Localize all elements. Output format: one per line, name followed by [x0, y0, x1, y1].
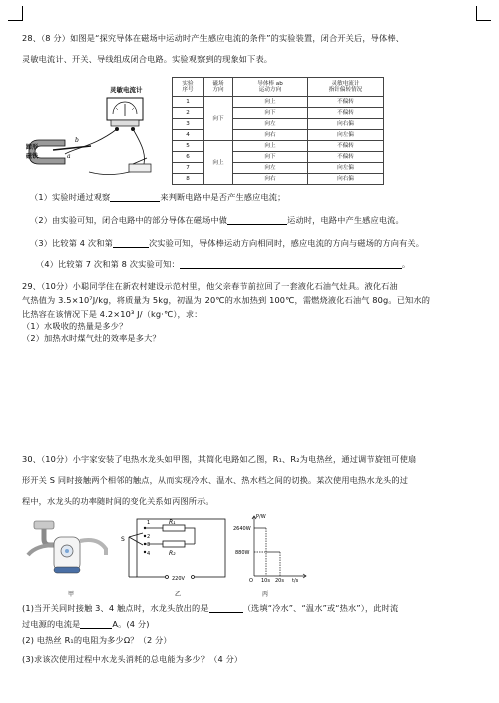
fan-switch-s: [129, 533, 143, 537]
q28-sub-1: （1）实验时通过观察 来判断电路中是否产生感应电流；: [30, 192, 286, 202]
circuit-diagram: [117, 515, 229, 583]
header-trial: 实验 序号: [173, 78, 204, 97]
table-row: 1 向下 向上 不偏转: [173, 97, 384, 108]
tick-10s: 10s: [261, 578, 270, 584]
header-motion: 导体棒 ab 运动方向: [233, 78, 308, 97]
table-row: 3 向左 向右偏: [173, 119, 384, 130]
svg-text:3: 3: [147, 542, 151, 548]
switch: [129, 164, 151, 172]
field-down-cell: 向下: [204, 97, 233, 141]
galvanometer-label: 灵敏电流计: [110, 86, 143, 94]
q28-line-1: 28、（8 分）如图是“探究导体在磁场中运动时产生感应电流的条件”的实验装置，闭合开关后，导体棒、: [22, 33, 405, 43]
y-axis-label: P/W: [256, 514, 266, 520]
q29-sub-1: （1）水吸收的热量是多少？: [22, 321, 128, 331]
label-a: a: [67, 153, 71, 160]
table-header-row: [173, 78, 384, 97]
caption-yi: 乙: [175, 591, 182, 598]
table-row: 6 向下 不偏转: [173, 152, 384, 163]
svg-text:1: 1: [147, 520, 151, 526]
header-deflection: 灵敏电流计 指针偏转情况: [308, 78, 384, 97]
induction-apparatus-figure: [25, 76, 170, 188]
magnet-label-line-1: 蹄形: [26, 144, 39, 151]
power-time-graph: [232, 512, 312, 586]
q28-sub-2: （2）由实验可知，闭合电路中的部分导体在磁场中做 运动时，电路中产生感应电流。: [30, 215, 404, 225]
q30-line-3: 程中，水龙头的功率随时间的变化关系如丙图所示。: [22, 496, 214, 506]
q29-line-2: 气热值为 3.5×10⁷J/kg，将质量为 5kg，初温为 20℃的水加热到 100℃，需燃烧液化石油气 80g。已知水的: [22, 295, 431, 305]
resistor-r2: [163, 541, 185, 547]
table-row: 8 向右 向右偏: [173, 174, 384, 185]
tick-880w: 880W: [235, 550, 250, 556]
voltage-label: 220V: [172, 576, 185, 582]
label-r1: R₁: [169, 519, 176, 526]
table-row: 4 向右 向左偏: [173, 130, 384, 141]
answer-blank-6[interactable]: [80, 620, 112, 629]
field-up-cell: 向上: [204, 141, 233, 185]
q30-sub-3: (3)求该次使用过程中水龙头消耗的总电能为多少？（4 分）: [22, 654, 243, 664]
caption-jia: 甲: [68, 591, 75, 598]
q28-sub-4: （4）比较第 7 次和第 8 次实验可知： 。: [36, 259, 411, 269]
conductor-rod-ab: [53, 146, 91, 150]
label-r2: R₂: [169, 550, 176, 557]
header-field: 磁场 方向: [204, 78, 233, 97]
q29-line-1: 29、（10分）小聪同学住在新农村建设示范村里，他父亲春节前拉回了一套液化石油气灶具。液化石油: [22, 281, 398, 291]
table-row: 7 向左 向左偏: [173, 163, 384, 174]
q30-line-1: 30、（10分）小宇家安装了电热水龙头如甲图，其简化电路如乙图，R₁、R₂为电热丝，通过调节旋钮可使扇: [22, 454, 417, 464]
faucet-illustration: [26, 515, 116, 583]
q30-sub-1: (1)当开关同时接触 3、4 触点时，水龙头放出的是 （选填“冷水”、“温水”或“热水”），此时流: [22, 603, 399, 613]
q30-line-2: 形开关 S 同时接触两个相邻的触点，从而实现冷水、温水、热水档之间的切换。某次使用电热水龙头的过: [22, 475, 409, 485]
origin-label: O: [249, 578, 253, 584]
q28-sub-3: （3）比较第 4 次和第 次实验可知，导体棒运动方向相同时，感应电流的方向与磁场的方向有关。: [30, 238, 425, 248]
svg-text:4: 4: [147, 551, 151, 557]
answer-blank-2[interactable]: [227, 216, 287, 225]
magnet-label-line-2: 磁铁: [26, 153, 39, 160]
answer-blank-4[interactable]: [180, 260, 402, 269]
switch-label: S: [121, 536, 125, 543]
q30-sub-1-cont: 过电源的电流是 A。(4 分): [22, 619, 150, 629]
tick-20s: 20s: [275, 578, 284, 584]
table-row: 5 向上 向上 不偏转: [173, 141, 384, 152]
svg-text:2: 2: [147, 534, 151, 540]
label-b: b: [75, 137, 79, 144]
q28-line-2: 灵敏电流计、开关、导线组成闭合电路。实验观察到的现象如下表。: [22, 54, 273, 64]
tick-2640w: 2640W: [233, 526, 251, 532]
crop-mark-top-right: [476, 6, 491, 21]
experiment-table: [172, 77, 384, 185]
caption-bing: 丙: [262, 591, 269, 598]
q30-sub-2: (2) 电热丝 R₁的电阻为多少Ω？（2 分）: [22, 635, 172, 645]
table-row: 2 向下 不偏转: [173, 108, 384, 119]
q29-line-3: 比热容在该情况下是 4.2×10³ J/（kg·℃），求：: [22, 309, 203, 319]
answer-blank-5[interactable]: [209, 604, 243, 613]
q29-sub-2: （2）加热水时煤气灶的效率是多大？: [22, 333, 161, 343]
answer-blank-1[interactable]: [110, 193, 160, 202]
answer-blank-3[interactable]: [113, 239, 149, 248]
x-axis-label: t/s: [292, 578, 299, 584]
crop-mark-top-left: [8, 6, 23, 21]
